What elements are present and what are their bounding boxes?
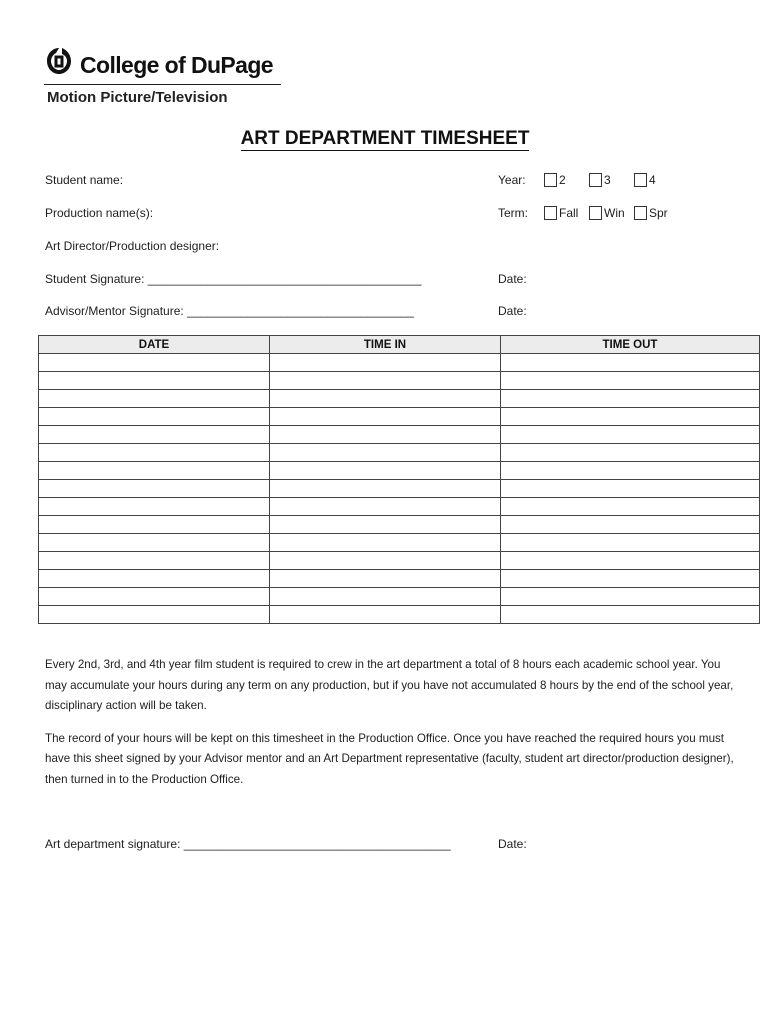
date-cell[interactable] [39, 390, 270, 408]
art-department-signature-line[interactable]: Art department signature: ________________________________________ [45, 837, 451, 851]
time-out-cell[interactable] [501, 588, 760, 606]
table-row [39, 426, 760, 444]
instructions-paragraph-1: Every 2nd, 3rd, and 4th year film student is required to crew in the art department a total of 8 hours each academic school year. You may accumulate your hours during any term on any production, but if you have not accumulated 8 hours by the end of the school year, disciplinary action will be taken. [45, 658, 734, 712]
date-cell[interactable] [39, 516, 270, 534]
time-in-column-header: TIME IN [270, 336, 501, 354]
time-out-cell[interactable] [501, 426, 760, 444]
time-out-cell[interactable] [501, 408, 760, 426]
checkbox-icon[interactable] [634, 206, 647, 220]
time-in-cell[interactable] [270, 480, 501, 498]
time-out-cell[interactable] [501, 534, 760, 552]
term-option-spr[interactable]: Spr [634, 206, 668, 220]
table-row [39, 570, 760, 588]
art-director-label: Art Director/Production designer: [45, 239, 220, 253]
date-cell[interactable] [39, 480, 270, 498]
table-row [39, 462, 760, 480]
year-option-4[interactable]: 4 [634, 173, 656, 187]
table-row [39, 408, 760, 426]
instructions-paragraph-2: The record of your hours will be kept on this timesheet in the Production Office. Once you have reached the required hours you must have this sheet signed by your Advisor mentor and an Art Department representative (faculty, student art director/production designer), then turned in to the Production Office. [45, 731, 734, 786]
year-label: Year: [498, 173, 526, 187]
checkbox-icon[interactable] [589, 173, 602, 187]
time-in-cell[interactable] [270, 534, 501, 552]
table-row [39, 444, 760, 462]
date-column-header: DATE [39, 336, 270, 354]
year-option-3[interactable]: 3 [589, 173, 611, 187]
student-signature-line[interactable]: Student Signature: _________________________________________ [45, 272, 422, 286]
table-row [39, 480, 760, 498]
date-cell[interactable] [39, 354, 270, 372]
time-in-cell[interactable] [270, 606, 501, 624]
advisor-date-label: Date: [498, 304, 527, 318]
student-name-label: Student name: [45, 173, 124, 187]
table-row [39, 606, 760, 624]
date-cell[interactable] [39, 372, 270, 390]
time-in-cell[interactable] [270, 516, 501, 534]
time-in-cell[interactable] [270, 372, 501, 390]
time-in-cell[interactable] [270, 390, 501, 408]
table-header-row [39, 336, 760, 354]
term-row [498, 206, 668, 220]
time-out-cell[interactable] [501, 390, 760, 408]
time-out-cell[interactable] [501, 606, 760, 624]
time-in-cell[interactable] [270, 426, 501, 444]
table-row [39, 372, 760, 390]
year-row [498, 173, 656, 187]
checkbox-icon[interactable] [589, 206, 602, 220]
date-cell[interactable] [39, 462, 270, 480]
document-title: ART DEPARTMENT TIMESHEET [240, 128, 530, 149]
date-cell[interactable] [39, 552, 270, 570]
instructions [45, 655, 735, 790]
time-out-cell[interactable] [501, 444, 760, 462]
table-row [39, 354, 760, 372]
date-cell[interactable] [39, 606, 270, 624]
time-out-cell[interactable] [501, 462, 760, 480]
date-cell[interactable] [39, 534, 270, 552]
table-row [39, 516, 760, 534]
table-row [39, 534, 760, 552]
time-out-cell[interactable] [501, 570, 760, 588]
time-out-cell[interactable] [501, 372, 760, 390]
time-in-cell[interactable] [270, 588, 501, 606]
date-cell[interactable] [39, 498, 270, 516]
term-label: Term: [498, 206, 528, 220]
time-out-column-header: TIME OUT [501, 336, 760, 354]
date-cell[interactable] [39, 588, 270, 606]
time-in-cell[interactable] [270, 552, 501, 570]
date-cell[interactable] [39, 444, 270, 462]
table-row [39, 588, 760, 606]
time-in-cell[interactable] [270, 354, 501, 372]
time-in-cell[interactable] [270, 408, 501, 426]
date-cell[interactable] [39, 426, 270, 444]
date-cell[interactable] [39, 570, 270, 588]
checkbox-icon[interactable] [544, 173, 557, 187]
time-in-cell[interactable] [270, 444, 501, 462]
time-in-cell[interactable] [270, 570, 501, 588]
timesheet-table [38, 335, 760, 624]
time-out-cell[interactable] [501, 516, 760, 534]
production-names-label: Production name(s): [45, 206, 154, 220]
timesheet-body [39, 354, 760, 624]
logo-text: College of DuPage [80, 52, 273, 78]
time-out-cell[interactable] [501, 498, 760, 516]
table-row [39, 390, 760, 408]
college-logo-icon [44, 46, 74, 76]
time-out-cell[interactable] [501, 480, 760, 498]
year-option-2[interactable]: 2 [544, 173, 566, 187]
time-in-cell[interactable] [270, 462, 501, 480]
student-date-label: Date: [498, 272, 527, 286]
advisor-signature-line[interactable]: Advisor/Mentor Signature: __________________________________ [45, 304, 414, 318]
table-row [39, 552, 760, 570]
term-option-fall[interactable]: Fall [544, 206, 578, 220]
department-name: Motion Picture/Television [47, 89, 228, 106]
art-department-date-label: Date: [498, 837, 527, 851]
checkbox-icon[interactable] [544, 206, 557, 220]
term-option-win[interactable]: Win [589, 206, 625, 220]
time-out-cell[interactable] [501, 354, 760, 372]
date-cell[interactable] [39, 408, 270, 426]
time-in-cell[interactable] [270, 498, 501, 516]
time-out-cell[interactable] [501, 552, 760, 570]
logo-divider [44, 84, 281, 85]
table-row [39, 498, 760, 516]
checkbox-icon[interactable] [634, 173, 647, 187]
